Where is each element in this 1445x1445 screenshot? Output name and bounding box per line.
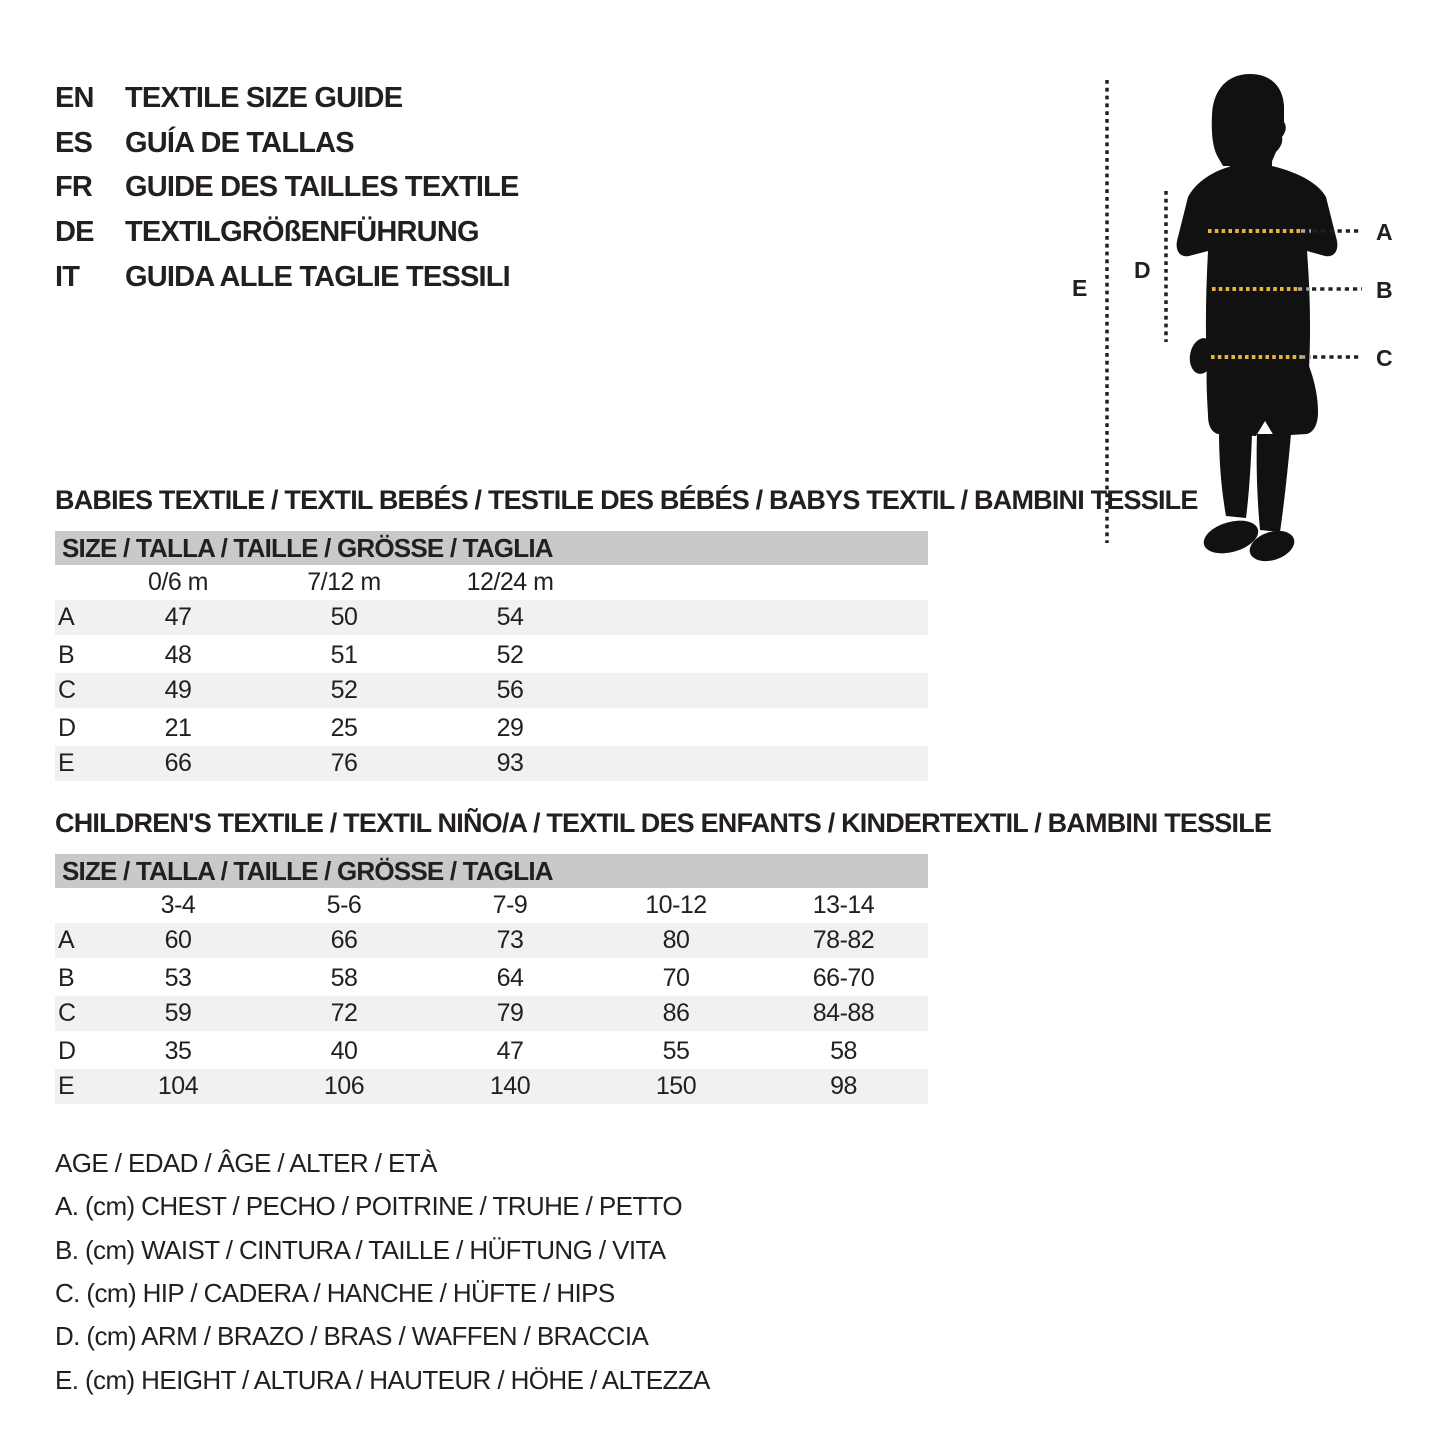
lang-title: GUIDA ALLE TAGLIE TESSILI: [125, 260, 510, 293]
babies-section-title: BABIES TEXTILE / TEXTIL BEBÉS / TESTILE DES BÉBÉS / BABYS TEXTIL / BAMBINI TESSILE: [55, 485, 1198, 515]
column-header: 13-14: [812, 891, 875, 919]
table-filler-cell: [593, 673, 928, 711]
lang-code: EN: [55, 81, 94, 114]
table-cell: 66: [261, 923, 427, 961]
table-cell: 84-88: [759, 996, 928, 1034]
silhouette-left-leg: [1219, 432, 1252, 518]
table-cell: 53: [164, 964, 192, 992]
table-cell: 49: [95, 673, 261, 711]
column-header: 12/24 m: [466, 568, 554, 596]
lang-row-es: [55, 121, 519, 166]
table-cell: 51: [330, 641, 358, 669]
row-label: B: [58, 641, 75, 669]
table-cell: 73: [427, 923, 593, 961]
table-cell: 93: [427, 746, 593, 784]
table-row: [55, 1034, 928, 1069]
legend-line-hip: C. (cm) HIP / CADERA / HANCHE / HÜFTE / HIPS: [55, 1278, 615, 1309]
legend-line-age: AGE / EDAD / ÂGE / ALTER / ETÀ: [55, 1148, 437, 1179]
lang-code: ES: [55, 126, 93, 159]
row-label: B: [58, 964, 75, 992]
table-row: [55, 961, 928, 996]
babies-size-header-bar: [55, 531, 928, 565]
table-filler-cell: [593, 600, 928, 638]
table-cell: 59: [95, 996, 261, 1034]
lang-code: DE: [55, 215, 94, 248]
lang-title: GUIDE DES TAILLES TEXTILE: [125, 171, 519, 204]
table-cell: 58: [330, 964, 358, 992]
table-cell: 98: [759, 1069, 928, 1107]
table-cell: 58: [830, 1037, 857, 1065]
children-section-title: CHILDREN'S TEXTILE / TEXTIL NIÑO/A / TEXTIL DES ENFANTS / KINDERTEXTIL / BAMBINI TESSILE: [55, 808, 1272, 838]
lang-title: GUÍA DE TALLAS: [125, 126, 354, 159]
table-row: [55, 746, 928, 784]
children-size-header-bar: [55, 854, 928, 888]
table-cell: 55: [662, 1037, 690, 1065]
table-row: [55, 600, 928, 638]
figure-label-c: C: [1376, 345, 1393, 371]
table-cell: 56: [427, 673, 593, 711]
table-cell: 52: [496, 641, 524, 669]
table-row: [55, 996, 928, 1034]
legend-line-waist: B. (cm) WAIST / CINTURA / TAILLE / HÜFTUNG / VITA: [55, 1234, 666, 1265]
table-cell: 60: [95, 923, 261, 961]
row-label: C: [55, 673, 95, 711]
table-cell: 21: [164, 714, 192, 742]
lang-code: FR: [55, 171, 93, 204]
table-cell: 76: [261, 746, 427, 784]
table-cell: 86: [593, 996, 759, 1034]
table-cell: 150: [593, 1069, 759, 1107]
babies-size-header-label: SIZE / TALLA / TAILLE / GRÖSSE / TAGLIA: [62, 532, 553, 563]
table-cell: 79: [427, 996, 593, 1034]
row-label: D: [58, 714, 76, 742]
measurement-legend: [55, 1142, 710, 1402]
column-header: 10-12: [645, 891, 707, 919]
table-cell: 25: [330, 714, 358, 742]
column-header: 5-6: [326, 891, 362, 919]
row-label: C: [55, 996, 95, 1034]
babies-column-header-row: [55, 565, 928, 600]
column-header: 7/12 m: [307, 568, 381, 596]
figure-label-d: D: [1134, 257, 1151, 283]
lang-row-en: [55, 76, 519, 121]
table-cell: 54: [427, 600, 593, 638]
column-header: 7-9: [492, 891, 528, 919]
table-filler-cell: [593, 638, 928, 673]
table-cell: 29: [496, 714, 524, 742]
children-size-table: [55, 888, 928, 1107]
child-silhouette: [1177, 74, 1338, 566]
column-header: 0/6 m: [147, 568, 209, 596]
lang-title: TEXTILE SIZE GUIDE: [125, 81, 403, 114]
table-corner-cell: [55, 565, 95, 600]
lang-code: IT: [55, 260, 80, 293]
table-filler-cell: [593, 711, 928, 746]
table-cell: 47: [496, 1037, 524, 1065]
table-cell: 106: [261, 1069, 427, 1107]
lang-row-it: [55, 255, 519, 300]
table-row: [55, 673, 928, 711]
table-cell: 47: [95, 600, 261, 638]
table-filler-cell: [593, 565, 928, 600]
table-row: [55, 923, 928, 961]
silhouette-shorts: [1207, 366, 1318, 436]
table-cell: 104: [95, 1069, 261, 1107]
table-filler-cell: [593, 746, 928, 784]
table-cell: 50: [261, 600, 427, 638]
row-label: E: [55, 746, 95, 784]
table-cell: 140: [427, 1069, 593, 1107]
row-label: D: [58, 1037, 76, 1065]
row-label: A: [55, 923, 95, 961]
table-row: [55, 638, 928, 673]
language-title-block: [55, 76, 519, 299]
table-row: [55, 711, 928, 746]
table-cell: 70: [662, 964, 690, 992]
table-cell: 72: [261, 996, 427, 1034]
table-cell: 52: [261, 673, 427, 711]
table-row: [55, 1069, 928, 1107]
table-cell: 40: [330, 1037, 358, 1065]
table-cell: 78-82: [759, 923, 928, 961]
table-cell: 35: [164, 1037, 192, 1065]
row-label: A: [55, 600, 95, 638]
table-corner-cell: [55, 888, 95, 923]
children-column-header-row: [55, 888, 928, 923]
table-cell: 64: [496, 964, 524, 992]
legend-line-height: E. (cm) HEIGHT / ALTURA / HAUTEUR / HÖHE / ALTEZZA: [55, 1364, 710, 1395]
figure-label-e: E: [1072, 275, 1088, 301]
figure-label-a: A: [1376, 219, 1393, 245]
lang-row-de: [55, 210, 519, 255]
babies-size-table: [55, 565, 928, 784]
table-cell: 80: [593, 923, 759, 961]
lang-title: TEXTILGRÖßENFÜHRUNG: [125, 215, 479, 248]
table-cell: 48: [164, 641, 192, 669]
column-header: 3-4: [160, 891, 196, 919]
table-cell: 66-70: [812, 964, 875, 992]
legend-line-arm: D. (cm) ARM / BRAZO / BRAS / WAFFEN / BRACCIA: [55, 1321, 649, 1352]
lang-row-fr: [55, 165, 519, 210]
silhouette-right-leg: [1257, 434, 1291, 532]
row-label: E: [55, 1069, 95, 1107]
table-cell: 66: [95, 746, 261, 784]
figure-label-b: B: [1376, 277, 1393, 303]
children-size-header-label: SIZE / TALLA / TAILLE / GRÖSSE / TAGLIA: [62, 855, 553, 886]
legend-line-chest: A. (cm) CHEST / PECHO / POITRINE / TRUHE / PETTO: [55, 1191, 683, 1222]
